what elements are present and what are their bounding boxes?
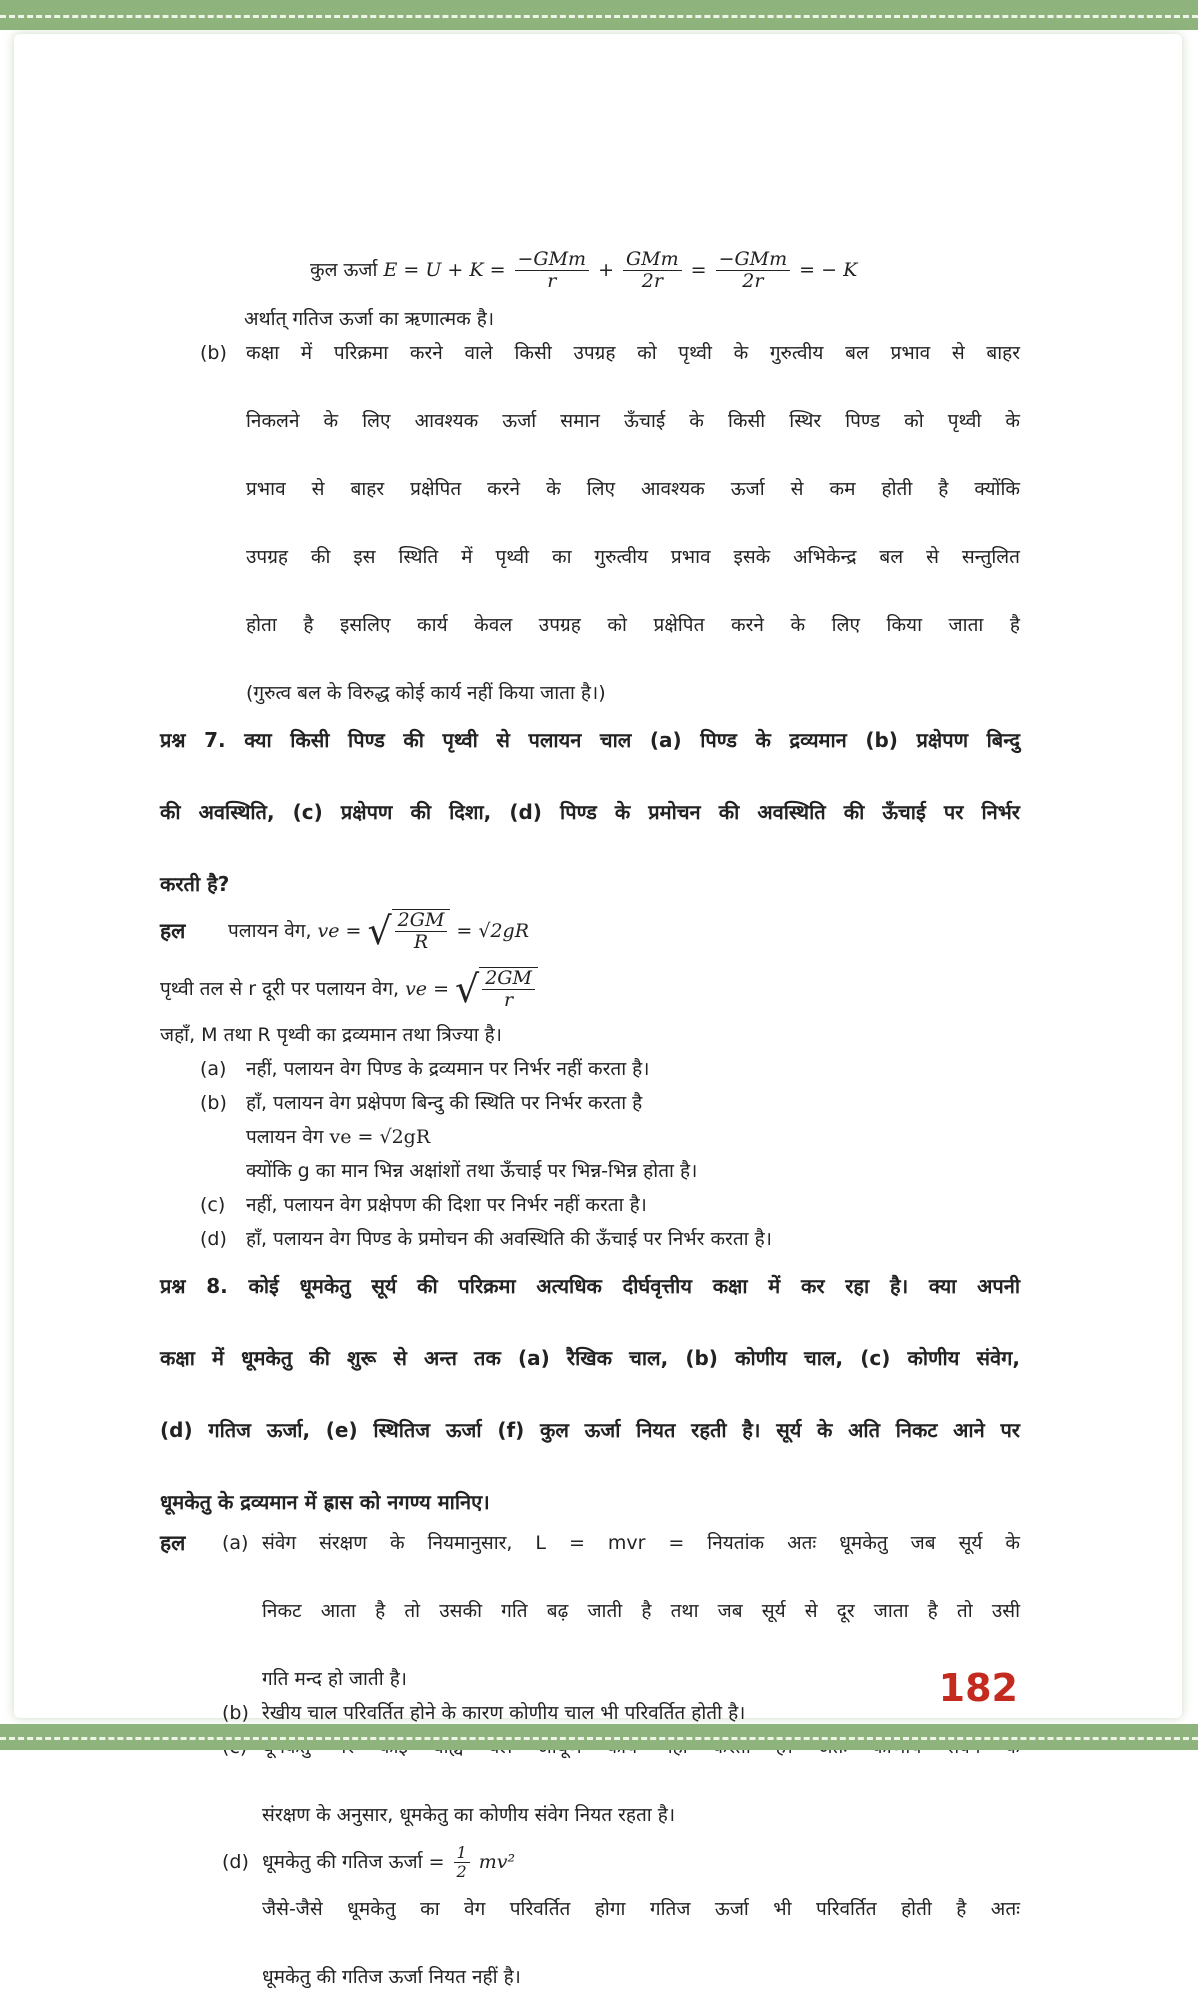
question-7-line: क्या किसी पिण्ड की पृथ्वी से पलायन चाल (a) पिण्ड के द्रव्यमान (b) प्रक्षेपण बिन्दु [244,728,1020,752]
part-b-line: उपग्रह की इस स्थिति में पृथ्वी का गुरुत्वीय प्रभाव इसके अभिकेन्द्र बल से सन्तुलित [246,546,1020,568]
question-8-line: (d) गतिज ऊर्जा, (e) स्थितिज ऊर्जा (f) कुल ऊर्जा नियत रहती है। सूर्य के अति निकट आने पर [160,1418,1020,1442]
question-8-line: कोई धूमकेतु सूर्य की परिक्रमा अत्यधिक दीर्घवृत्तीय कक्षा में कर रहा है। क्या अपनी [248,1274,1020,1298]
sol7-b: (b) हाँ, पलायन वेग प्रक्षेपण बिन्दु की स्थिति पर निर्भर करता है पलायन वेग ve = √2gR क्योंकि g का मान भिन्न अक्षांशों तथा ऊँचाई पर भिन्न-भिन्न होता है। [160,1086,1020,1188]
question-7-line: की अवस्थिति, (c) प्रक्षेपण की दिशा, (d) पिण्ड के प्रमोचन की अवस्थिति की ऊँचाई पर निर्भर [160,800,1020,824]
sol8-c: संरक्षण के अनुसार, धूमकेतु का कोणीय संवेग नियत रहता है। [262,1804,676,1826]
solution-7-eq1 [160,902,1020,960]
part-b-line: निकलने के लिए आवश्यक ऊर्जा समान ऊँचाई के किसी स्थिर पिण्ड को पृथ्वी के [246,410,1020,432]
half-fraction: $\frac{1}{2}$ [454,1844,470,1880]
solution-7-eq2 [160,960,1020,1018]
part-b-line: प्रभाव से बाहर प्रक्षेपित करने के लिए आवश्यक ऊर्जा से कम होती है क्योंकि [246,478,1020,500]
question-8-number: प्रश्न 8. [160,1274,228,1298]
part-b-line: (गुरुत्व बल के विरुद्ध कोई कार्य नहीं किया जाता है।) [246,682,606,704]
fraction-3: $\frac{\text{−GMm}}{2r}$ [716,249,791,292]
eq1-text: पलायन वेग, [228,920,312,942]
page-number: 182 [938,1666,1018,1710]
eq-tail: = − K [799,259,858,281]
question-7 [160,722,1020,902]
question-7-number: प्रश्न 7. [160,728,226,752]
sol8-a: हल (a) संवेग संरक्षण के नियमानुसार, L = mvr = नियतांक अतः धूमकेतु जब सूर्य के निकट आता है तो उसकी गति बढ़ जाती है तथा जब सूर्य से दूर जाता है तो उसी गति मन्द हो जाती है। [160,1526,1020,1696]
question-8-line: धूमकेतु के द्रव्यमान में ह्रास को नगण्य मानिए। [160,1490,490,1514]
where-line: जहाँ, M तथा R पृथ्वी का द्रव्यमान तथा त्रिज्या है। [160,1024,502,1046]
fraction-2: $\frac{\text{GMm}}{2r}$ [623,249,682,292]
question-7-line: करती है? [160,872,230,896]
sol7-c: (c) नहीं, पलायन वेग प्रक्षेपण की दिशा पर निर्भर नहीं करता है। [200,1194,647,1216]
solution-8-label: हल [160,1531,186,1555]
eq2-text: पृथ्वी तल से r दूरी पर पलायन वेग, [160,978,400,1000]
question-8-line: कक्षा में धूमकेतु की शुरू से अन्त तक (a) रैखिक चाल, (b) कोणीय चाल, (c) कोणीय संवेग, [160,1346,1020,1370]
equals-sign: = [690,259,707,281]
total-energy-equation [160,238,1020,302]
question-8 [160,1268,1020,1520]
eq2-sqrt: √ $\frac{2GM}{r}$ [455,967,538,1011]
sol8-d: (d) धूमकेतु की गतिज ऊर्जा = $\frac{1}{2}$ mv² जैसे-जैसे धूमकेतु का वेग परिवर्तित होगा गतिज ऊर्जा भी परिवर्तित होती है अतः धूमकेतु की गतिज ऊर्जा नियत नहीं है। [222,1842,1020,1988]
kinetic-line: अर्थात् गतिज ऊर्जा का ऋणात्मक है। [244,308,495,330]
eq1-tail: = √2gR [456,920,530,942]
sol7-b-eq: पलायन वेग ve = √2gR [246,1126,431,1148]
eq-prefix: कुल ऊर्जा [310,259,378,281]
eq-lhs: E = U + K = [383,259,506,281]
eq1-var: ve = [317,920,362,942]
plus-sign: + [598,259,614,281]
sol7-a: (a) नहीं, पलायन वेग पिण्ड के द्रव्यमान पर निर्भर नहीं करता है। [200,1058,650,1080]
sol8-b: (b) रेखीय चाल परिवर्तित होने के कारण कोणीय चाल भी परिवर्तित होती है। [222,1702,746,1724]
eq1-sqrt: √ $\frac{2GM}{R}$ [367,909,450,953]
top-border [0,0,1198,30]
sol7-b-reason: क्योंकि g का मान भिन्न अक्षांशों तथा ऊँचाई पर भिन्न-भिन्न होता है। [246,1160,698,1182]
eq2-var: ve = [405,978,449,1000]
fraction-1: $\frac{\text{−GMm}}{r}$ [515,249,590,292]
solution-7-label: हल [160,919,186,943]
part-b [160,336,1020,710]
sol7-d: (d) हाँ, पलायन वेग पिण्ड के प्रमोचन की अवस्थिति की ऊँचाई पर निर्भर करता है। [200,1228,772,1250]
part-b-line: कक्षा में परिक्रमा करने वाले किसी उपग्रह को पृथ्वी के गुरुत्वीय बल प्रभाव से बाहर [246,342,1020,364]
part-b-label: (b) [200,342,227,364]
bottom-border [0,1724,1198,1750]
part-b-line: होता है इसलिए कार्य केवल उपग्रह को प्रक्षेपित करने के लिए किया जाता है [246,614,1020,636]
